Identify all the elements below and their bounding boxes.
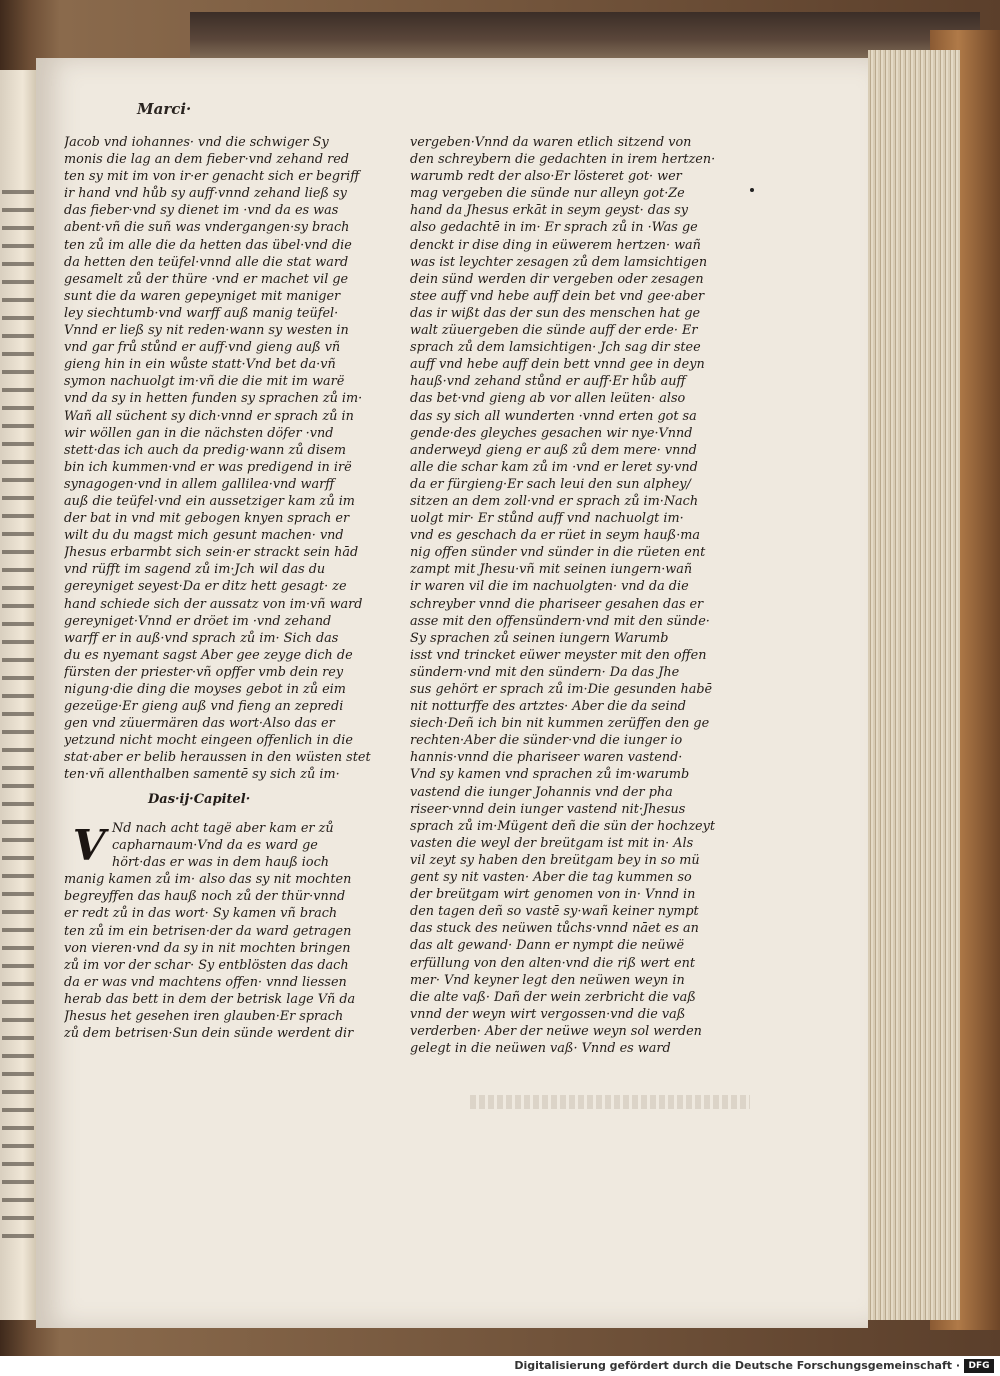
ink-bleed [470,1095,750,1109]
text-line: gent sy nit vasten· Aber die tag kummen so [410,870,692,886]
text-line: da hetten den teüfel·vnnd alle die stat ward [64,254,349,270]
text-line: das sy sich all wunderten ·vnnd erten got sa [410,408,697,424]
text-line: ten sy mit im von ir·er genacht sich er begriff [64,169,360,185]
text-line: den tagen deñ so vastē sy·wañ keiner nympt [410,904,699,920]
text-line: hand da Jhesus erkāt in seym geyst· das sy [410,203,689,219]
text-line: ten zů im alle die da hetten das übel·vnd die [64,237,352,253]
text-line: erfüllung von den alten·vnd die riß wert ent [410,955,695,971]
text-line: zampt mit Jhesu·vñ mit seinen iungern·wañ [410,562,693,578]
text-line: stee auff vnd hebe auff dein bet vnd gee·aber [410,288,705,304]
text-line: gelegt in die neüwen vaß· Vnnd es ward [410,1040,671,1056]
page-fore-edge [868,50,960,1320]
text-line: vnd rüfft im sagend zů im·Jch wil das du [64,562,326,578]
text-line: der breütgam wirt genomen von in· Vnnd in [410,887,696,903]
text-line: gieng hin in ein wůste statt·Vnd bet da·vñ [64,357,336,373]
chapter-heading: Das·ij·Capitel· [148,792,251,807]
text-line: das bet·vnd gieng ab vor allen leüten· also [410,391,686,407]
text-line: hört·das er was in dem hauß ioch [112,855,330,871]
text-line: nig offen sünder vnd sünder in die rüeten ent [410,545,706,561]
text-line: schreyber vnnd die phariseer gesahen das er [410,596,704,612]
text-line: dein sünd werden dir vergeben oder zesagen [410,271,704,287]
text-line: sprach zů im·Mügent deñ die sün der hochzeyt [410,818,716,834]
text-line: gezeüge·Er gieng auß vnd fieng an zepredi [64,699,344,715]
text-line: synagogen·vnd in allem gallilea·vnd warff [64,476,335,492]
right-column [410,134,730,1057]
decorated-initial: V [72,821,106,870]
text-line: zů im vor der schar· Sy entblösten das dach [64,957,349,973]
text-line: Jhesus erbarmbt sich sein·er strackt sein hād [64,545,359,561]
text-line: Nd nach acht tagë aber kam er zů [112,821,334,836]
text-line: da er fürgieng·Er sach leui den sun alphey/ [410,476,691,492]
text-line: er redt zů in das wort· Sy kamen vñ brach [64,906,338,922]
text-line: gesamelt zů der thüre ·vnd er machet vil ge [64,271,349,287]
text-line: nigung·die ding die moyses gebot in zů eim [64,682,346,697]
text-line: sündern·vnd mit den sündern· Da das Jhe [410,664,680,680]
text-line: hauß·vnd zehand stůnd er auff·Er hůb auff [410,374,686,390]
text-line: vnd da sy in hetten funden sy sprachen zů im· [64,391,363,407]
text-line: den schreybern die gedachten in irem hertzen· [410,152,716,168]
text-line: vnd gar frů stůnd er auff·vnd gieng auß vñ [64,340,341,356]
text-line: verderben· Aber der neüwe weyn sol werden [410,1023,702,1039]
left-column-chapter-two [64,820,384,1042]
text-line: hand schiede sich der aussatz von im·vñ ward [64,596,363,612]
text-line: gereyniget seyest·Da er ditz hett gesagt· ze [64,579,347,595]
text-line: Wañ all süchent sy dich·vnnd er sprach zů in [64,408,354,424]
book-top-edge [190,12,980,58]
text-line: Vnd sy kamen vnd sprachen zů im·warumb [410,767,690,783]
text-line: ten·vñ allenthalben samentē sy sich zů im· [64,767,340,783]
text-line: capharnaum·Vnd da es ward ge [112,838,318,854]
text-line: gereyniget·Vnnd er dröet im ·vnd zehand [64,613,332,629]
text-line: also gedachtē in im· Er sprach zů in ·Was ge [410,220,698,236]
text-line: manig kamen zů im· also das sy nit mochten [64,872,352,888]
text-line: symon nachuolgt im·vñ die die mit im warë [64,374,345,390]
left-column [64,134,384,784]
text-line: uolgt mir· Er stůnd auff vnd nachuolgt im· [410,511,684,527]
text-line: denckt ir dise ding in eüwerem hertzen· wañ [410,237,701,253]
running-title: Marci· [137,100,192,118]
text-line: das alt gewand· Dann er nympt die neüwë [410,938,685,954]
text-line: der bat in vnd mit gebogen knyen sprach er [64,511,350,527]
text-line: asse mit den offensündern·vnd mit den sünde· [410,613,710,629]
text-line: gende·des gleyches gesachen wir nye·Vnnd [410,425,693,441]
text-line: das stuck des neüwen tůchs·vnnd nāet es an [410,921,699,937]
facing-page-edge [0,70,38,1320]
text-line: bin ich kummen·vnd er was predigend in irë [64,459,352,475]
facing-page-text [2,190,34,1240]
text-line: sprach zů dem lamsichtigen· Jch sag dir stee [410,340,701,356]
text-line: riseer·vnnd dein iunger vastend nit·Jhesus [410,801,686,817]
text-line: vil zeyt sy haben den breütgam bey in so mü [410,852,700,868]
text-line: sitzen an dem zoll·vnd er sprach zů im·Nach [410,493,699,509]
text-line: siech·Deñ ich bin nit kummen zerüffen den ge [410,716,710,732]
text-line: vastend die iunger Johannis vnd der pha [410,784,673,800]
text-line: abent·vñ die suñ was vndergangen·sy brach [64,220,350,236]
text-line: begreyffen das hauß noch zů der thür·vnnd [64,889,346,905]
text-line: vnnd der weyn wirt vergossen·vnd die vaß [410,1006,686,1022]
text-line: herab das bett in dem der betrisk lage Vñ da [64,991,356,1007]
text-line: wir wöllen gan in die nächsten döfer ·vnd [64,425,334,441]
text-line: ir hand vnd hůb sy auff·vnnd zehand ließ sy [64,186,347,202]
text-line: anderweyd gieng er auß zů dem mere· vnnd [410,442,697,458]
text-line: ten zů im ein betrisen·der da ward getragen [64,923,352,939]
text-line: wilt du du magst mich gesunt machen· vnd [64,528,344,544]
text-line: von vieren·vnd da sy in nit mochten bringen [64,940,351,956]
text-line: sunt die da waren gepeyniget mit maniger [64,288,341,304]
text-line: isst vnd trincket eüwer meyster mit den offen [410,647,707,663]
text-line: Sy sprachen zů seinen iungern Warumb [410,630,669,646]
text-line: Jhesus het gesehen iren glauben·Er sprach [64,1009,344,1025]
text-line: die alte vaß· Dañ der wein zerbricht die vaß [410,989,696,1005]
text-line: rechten·Aber die sünder·vnd die iunger io [410,733,683,749]
text-line: gen vnd züuermären das wort·Also das er [64,716,335,732]
text-line: warff er in auß·vnd sprach zů im· Sich das [64,630,339,646]
text-line: stett·das ich auch da predig·wann zů disem [64,442,347,458]
text-line: yetzund nicht mocht eingeen offenlich in die [64,733,353,749]
text-line: Vnnd er ließ sy nit reden·wann sy westen in [64,323,349,339]
funding-credit: Digitalisierung gefördert durch die Deutsche Forschungsgemeinschaft · [514,1359,960,1372]
text-line: da er was vnd machtens offen· vnnd liessen [64,974,347,990]
text-line: das ir wißt das der sun des menschen hat ge [410,305,701,321]
text-line: was ist leychter zesagen zů dem lamsichtigen [410,254,708,270]
text-line: alle die schar kam zů im ·vnd er leret sy·vnd [410,459,698,475]
text-line: du es nyemant sagst Aber gee zeyge dich de [64,647,353,663]
text-line: stat·aber er belib heraussen in den wüsten stet [64,750,371,766]
text-line: vasten die weyl der breütgam ist mit in· Als [410,835,694,851]
text-line: Jacob vnd iohannes· vnd die schwiger Sy [64,135,329,150]
text-line: monis die lag an dem fieber·vnd zehand red [64,152,349,168]
text-line: fürsten der priester·vñ opffer vmb dein rey [64,664,344,680]
dfg-logo: DFG [964,1359,994,1373]
text-line: mer· Vnd keyner legt den neüwen weyn in [410,972,685,988]
text-line: sus gehört er sprach zů im·Die gesunden habē [410,682,713,697]
margin-mark [750,188,754,192]
text-line: mag vergeben die sünde nur alleyn got·Ze [410,186,685,202]
text-line: hannis·vnnd die phariseer waren vastend· [410,750,683,766]
text-line: walt züuergeben die sünde auff der erde· Er [410,323,698,339]
footer-bar [0,1356,1000,1376]
text-line: ley siechtumb·vnd warff auß manig teüfel· [64,305,339,321]
text-line: nit notturffe des artztes· Aber die da seind [410,699,686,715]
text-line: vnd es geschach da er rüet in seym hauß·ma [410,528,701,544]
text-line: zů dem betrisen·Sun dein sünde werdent dir [64,1026,354,1042]
text-line: ir waren vil die im nachuolgten· vnd da die [410,579,689,595]
text-line: vergeben·Vnnd da waren etlich sitzend von [410,135,692,150]
text-line: warumb redt der also·Er lösteret got· wer [410,169,682,185]
text-line: das fieber·vnd sy dienet im ·vnd da es was [64,203,339,219]
text-line: auß die teüfel·vnd ein aussetziger kam zů im [64,493,355,509]
text-line: auff vnd hebe auff dein bett vnnd gee in deyn [410,357,705,373]
